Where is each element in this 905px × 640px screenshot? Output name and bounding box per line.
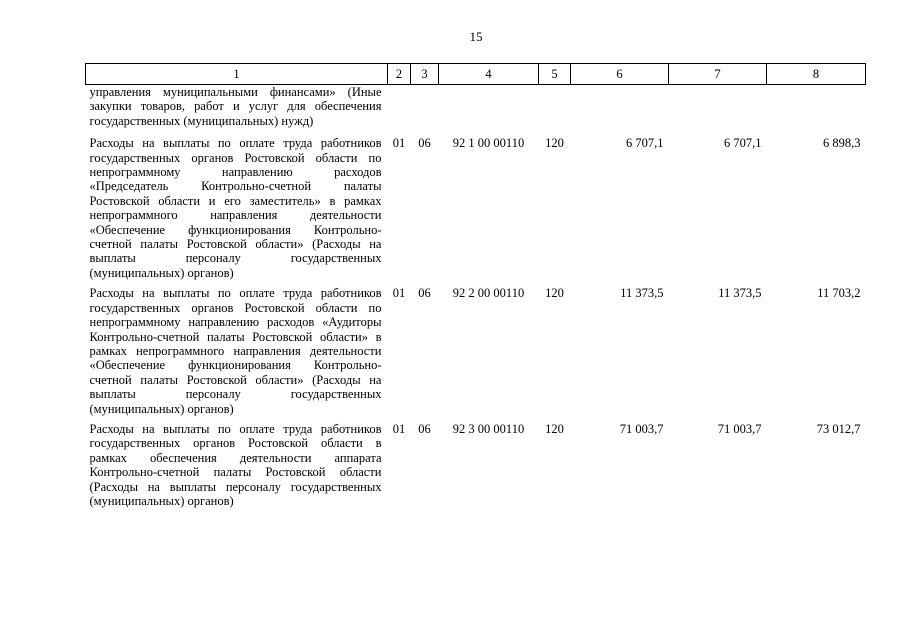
row-amount-2: 11 373,5 xyxy=(718,286,762,301)
column-header-1: 1 xyxy=(86,64,388,85)
row-amount-1: 6 707,1 xyxy=(626,136,664,151)
row-amount-3: 6 898,3 xyxy=(823,136,861,151)
row-amount-2: 71 003,7 xyxy=(717,421,762,436)
row-pr: 06 xyxy=(418,136,431,151)
row-csr xyxy=(439,85,539,137)
column-header-6: 6 xyxy=(571,64,669,85)
row-pr xyxy=(411,85,439,137)
row-amount-1: 71 003,7 xyxy=(619,421,664,436)
row-csr: 92 3 00 00110 xyxy=(452,421,525,436)
column-header-7: 7 xyxy=(669,64,767,85)
row-amount-3 xyxy=(767,85,866,137)
row-amount-3: 11 703,2 xyxy=(817,286,861,301)
row-description: Расходы на выплаты по оплате труда работников государственных органов Ростовской области в рамках обеспечения деятельности аппарата Контрольно-счетной палаты Ростовской области (Расходы на выплаты персоналу государственных (муниципальных) органов) xyxy=(89,421,382,508)
column-header-5: 5 xyxy=(539,64,571,85)
row-amount-1: 11 373,5 xyxy=(620,286,664,301)
row-vr: 120 xyxy=(545,286,564,301)
row-amount-3: 73 012,7 xyxy=(816,421,861,436)
row-amount-2: 6 707,1 xyxy=(724,136,762,151)
row-pr: 06 xyxy=(418,421,431,436)
row-description: управления муниципальными финансами» (Иные закупки товаров, работ и услуг для обеспечения государственных (муниципальных) нужд) xyxy=(89,85,382,128)
row-csr: 92 2 00 00110 xyxy=(452,286,525,301)
row-amount-2 xyxy=(669,85,767,137)
table-row xyxy=(86,136,866,286)
row-rz: 01 xyxy=(392,286,406,301)
row-vr xyxy=(539,85,571,137)
table-row xyxy=(86,422,866,514)
row-rz xyxy=(388,85,411,137)
page-number: 15 xyxy=(469,29,483,44)
table-row xyxy=(86,286,866,422)
row-vr: 120 xyxy=(545,421,564,436)
row-vr: 120 xyxy=(545,136,564,151)
table-header-row xyxy=(86,64,866,85)
row-rz: 01 xyxy=(392,421,406,436)
row-amount-1 xyxy=(571,85,669,137)
row-csr: 92 1 00 00110 xyxy=(452,136,525,151)
row-pr: 06 xyxy=(418,286,431,301)
row-rz: 01 xyxy=(392,136,406,151)
row-description: Расходы на выплаты по оплате труда работников государственных органов Ростовской области по непрограммному направлению расходов «Председатель Контрольно-счетной палаты Ростовской области и его заместитель» в рамках непрограммного направления деятельности «Обеспечение функционирования Контрольно-счетной палаты Ростовской области» (Расходы на выплаты персоналу государственных (муниципальных) органов) xyxy=(89,136,382,280)
column-header-8: 8 xyxy=(767,64,866,85)
column-header-3: 3 xyxy=(411,64,439,85)
table-row xyxy=(86,85,866,137)
budget-table xyxy=(85,63,866,514)
column-header-4: 4 xyxy=(439,64,539,85)
row-description: Расходы на выплаты по оплате труда работников государственных органов Ростовской области по непрограммному направлению расходов «Аудиторы Контрольно-счетной палаты Ростовской области» в рамках непрограммного направления деятельности «Обеспечение функционирования Контрольно-счетной палаты Ростовской области» (Расходы на выплаты персоналу государственных (муниципальных) органов) xyxy=(89,286,382,416)
column-header-2: 2 xyxy=(388,64,411,85)
